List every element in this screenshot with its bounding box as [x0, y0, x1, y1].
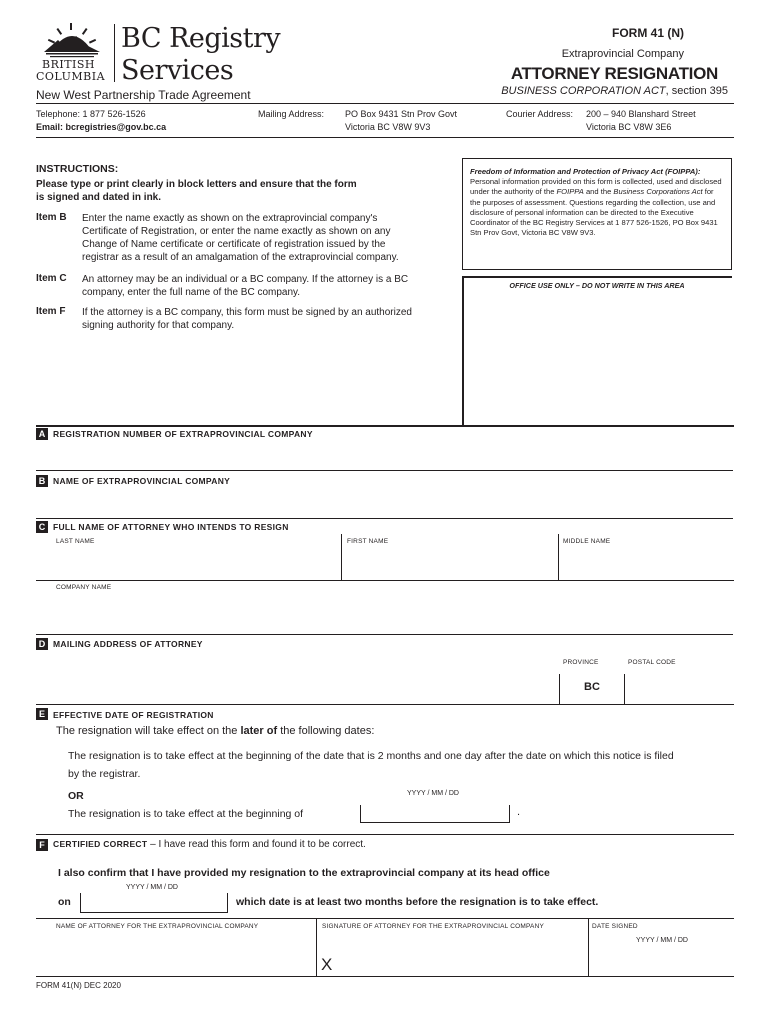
registry-line2: Services: [121, 55, 234, 86]
option2-text: The resignation is to take effect at the beginning of: [68, 808, 304, 820]
head-office-confirmation: I also confirm that I have provided my resignation to the extraprovincial company at its head office: [58, 867, 550, 879]
section-a-title: REGISTRATION NUMBER OF EXTRAPROVINCIAL COMPANY: [53, 429, 313, 439]
office-use-box: [462, 276, 732, 425]
section-d-title: MAILING ADDRESS OF ATTORNEY: [53, 639, 203, 649]
signature-field[interactable]: [318, 932, 587, 976]
divider: [36, 704, 734, 705]
office-use-label: OFFICE USE ONLY – DO NOT WRITE IN THIS AREA: [509, 281, 685, 290]
section-d-badge: D: [36, 638, 48, 650]
section-c-badge: C: [36, 521, 48, 533]
section-b-badge: B: [36, 475, 48, 487]
top-of-sections-rule: [36, 425, 734, 427]
item-c-label: Item C: [36, 273, 67, 284]
mailing-line2: Victoria BC V8W 9V3: [345, 122, 431, 132]
divider: [36, 580, 734, 581]
mailing-address-field[interactable]: [36, 652, 556, 704]
form-number: FORM 41 (N): [612, 26, 684, 40]
instructions-intro-2: is signed and dated in ink.: [36, 192, 162, 203]
contact-rule: [36, 137, 734, 138]
head-office-date-input[interactable]: [80, 893, 228, 913]
divider: [36, 976, 734, 977]
logo-british: BRITISH: [42, 58, 96, 71]
courier-line2: Victoria BC V8W 3E6: [586, 122, 672, 132]
province-value: BC: [584, 681, 600, 693]
or-label: OR: [68, 790, 84, 802]
email: Email: bcregistries@gov.bc.ca: [36, 122, 167, 132]
signature-x-mark: X: [321, 955, 333, 974]
confirm-date-format: YYYY / MM / DD: [126, 884, 178, 891]
divider: [316, 918, 317, 976]
registry-line1: BC Registry: [121, 23, 281, 54]
section-f-badge: F: [36, 839, 48, 851]
section-e-title: EFFECTIVE DATE OF REGISTRATION: [53, 710, 214, 720]
on-label: on: [58, 896, 71, 908]
effective-intro: The resignation will take effect on the later of the following dates:: [56, 725, 375, 737]
date-signed-format: YYYY / MM / DD: [636, 937, 688, 944]
foippa-text: Freedom of Information and Protection of Privacy Act (FOIPPA): Personal information provided on this form is collected, used and disclosed under the authority of the FOIPPA and the Business Corporations Act for the purposes of assessment. Questions regarding the collection, use and disclosure of personal information can be directed to the Executive Coordinator of the BC Registry Services at 1 877 526-1526, PO Box 9431 Stn Prov Govt, Victoria BC V8W 9V3.: [470, 167, 722, 238]
first-name-field[interactable]: [343, 546, 557, 579]
last-name-field[interactable]: [36, 546, 340, 579]
courier-label: Courier Address:: [506, 109, 574, 119]
last-name-label: LAST NAME: [56, 538, 95, 545]
company-name-label: COMPANY NAME: [56, 584, 112, 591]
option1-line1: The resignation is to take effect at the beginning of the date that is 2 months and one day after the date on which this notice is filed: [68, 750, 674, 762]
divider: [588, 918, 589, 976]
instructions-heading: INSTRUCTIONS:: [36, 163, 119, 175]
divider: [36, 918, 734, 919]
divider: [341, 534, 342, 580]
postal-code-field[interactable]: [626, 674, 732, 704]
option2-date-format: YYYY / MM / DD: [407, 790, 459, 797]
mailing-line1: PO Box 9431 Stn Prov Govt: [345, 109, 458, 119]
form-footer: FORM 41(N) DEC 2020: [36, 981, 121, 990]
section-f-title: CERTIFIED CORRECT – I have read this form and found it to be correct.: [53, 839, 366, 850]
logo-divider: [114, 24, 115, 82]
attorney-company-name-field[interactable]: [36, 594, 733, 635]
divider: [624, 674, 625, 704]
divider: [558, 534, 559, 580]
registration-number-field[interactable]: [36, 440, 733, 471]
province-label: PROVINCE: [563, 659, 599, 666]
attorney-name-label: NAME OF ATTORNEY FOR THE EXTRAPROVINCIAL COMPANY: [56, 923, 259, 930]
courier-line1: 200 – 940 Blanshard Street: [586, 109, 696, 119]
first-name-label: FIRST NAME: [347, 538, 389, 545]
company-name-field[interactable]: [36, 488, 733, 519]
section-e-badge: E: [36, 708, 48, 720]
agreement-text: New West Partnership Trade Agreement: [36, 88, 251, 102]
section-b-title: NAME OF EXTRAPROVINCIAL COMPANY: [53, 476, 231, 486]
attorney-name-field[interactable]: [36, 932, 315, 976]
postal-code-label: POSTAL CODE: [628, 659, 676, 666]
form-title: ATTORNEY RESIGNATION: [510, 64, 718, 83]
section-c-title: FULL NAME OF ATTORNEY WHO INTENDS TO RESIGN: [53, 522, 289, 532]
option2-period: .: [517, 806, 521, 818]
mailing-label: Mailing Address:: [258, 109, 325, 119]
item-c-text: An attorney may be an individual or a BC company. If the attorney is a BC company, enter the full name of the BC company.: [82, 274, 409, 298]
item-f-text: If the attorney is a BC company, this form must be signed by an authorized signing authority for that company.: [82, 307, 412, 331]
form-subtitle: Extraprovincial Company: [561, 48, 684, 60]
middle-name-field[interactable]: [560, 546, 732, 579]
option1-line2: by the registrar.: [68, 768, 141, 780]
signature-label: SIGNATURE OF ATTORNEY FOR THE EXTRAPROVINCIAL COMPANY: [322, 923, 545, 930]
which-date-text: which date is at least two months before the resignation is to take effect.: [236, 896, 599, 908]
act-reference: BUSINESS CORPORATION ACT, section 395: [501, 85, 728, 97]
date-signed-label: DATE SIGNED: [592, 923, 638, 930]
telephone: Telephone: 1 877 526-1526: [36, 109, 146, 119]
item-f-label: Item F: [36, 306, 66, 317]
divider: [36, 834, 734, 835]
item-b-text: Enter the name exactly as shown on the extraprovincial company's Certificate of Registration, or enter the name exactly as shown on any Change of Name certificate or certificate of registration issued by the registrar as a result of an amalgamation of the extraprovincial company.: [82, 213, 399, 263]
middle-name-label: MIDDLE NAME: [563, 538, 611, 545]
item-b-label: Item B: [36, 212, 67, 223]
option2-date-input[interactable]: [360, 805, 510, 823]
instructions-intro-1: Please type or print clearly in block letters and ensure that the form: [36, 179, 357, 190]
header-rule: [36, 103, 734, 104]
logo-columbia: COLUMBIA: [36, 70, 106, 83]
section-a-badge: A: [36, 428, 48, 440]
date-signed-field[interactable]: [590, 948, 732, 976]
